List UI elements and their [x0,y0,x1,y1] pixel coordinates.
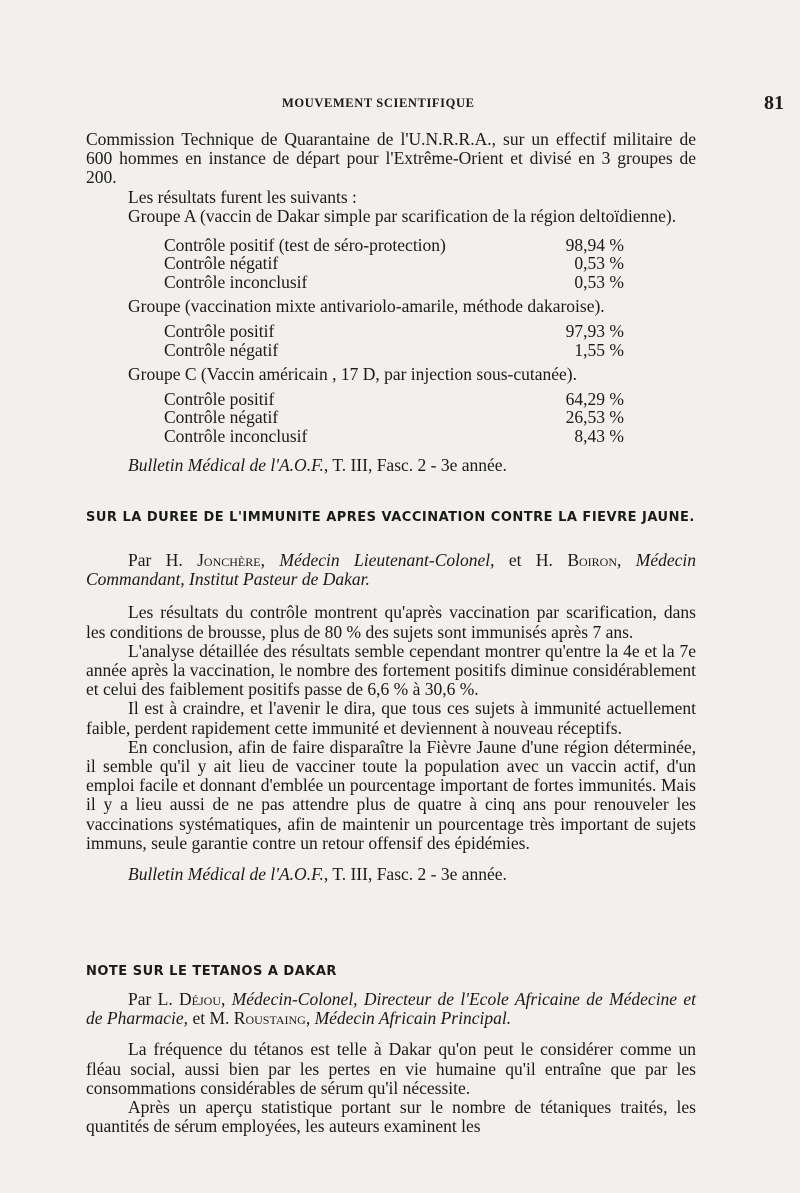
results-list [86,207,698,474]
result-label: Contrôle négatif [164,339,279,360]
intro-block [86,130,696,207]
result-row [86,427,698,446]
page-header [0,92,800,118]
result-label: Contrôle inconclusif [164,425,308,446]
author-title: Médecin-Colonel, Directeur de l'Ecole Africaine de Médecine et de Pharmacie, [86,989,697,1029]
body-paragraph: En conclusion, afin de faire disparaître la Fièvre Jaune d'une région déterminée, il semble qu'il y ait lieu de vacciner toute la population avec un vaccin actif, d'un emploi facile et donnant d'emblée un pourcentage important de fortes immunités. Mais il y a lieu aussi de ne pas attendre plus de quatre à cinq ans pour renouveler les vaccinations systématiques, afin de maintenir un pourcentage très important de sujets immuns, seule garantie contre un retour offensif des épidémies. [86,736,696,853]
result-label: Contrôle inconclusif [164,271,308,292]
journal-name: Bulletin Médical de l'A.O.F. [128,454,324,475]
body-paragraph: Les résultats du contrôle montrent qu'après vaccination par scarification, dans les conditions de brousse, plus de 80 % des sujets sont immunisés après 7 ans. [86,602,696,642]
result-row [86,390,698,409]
page-number: 81 [764,92,784,114]
result-row [86,254,698,273]
body-paragraph: Après un aperçu statistique portant sur le nombre de tétaniques traités, les quantités de sérum employées, les auteurs examinent les [86,1097,696,1137]
author-title: Médecin Commandant, Institut Pasteur de Dakar. [86,550,696,590]
result-row [86,341,698,360]
author-title: Médecin Africain Principal. [314,1008,512,1029]
section-title-tetanos: NOTE SUR LE TETANOS A DAKAR [86,964,337,979]
result-value: 64,29 % [565,388,624,409]
body-paragraph: La fréquence du tétanos est telle à Dakar qu'on peut le considérer comme un fléau social, aussi bien par les pertes en vie humaine qu'il entraîne que par les consommations considérables de sérum qu'il nécessite. [86,1039,696,1098]
author-title: Médecin Lieutenant-Colonel [279,550,491,570]
running-head: MOUVEMENT SCIENTIFIQUE [282,96,475,110]
author-name: Boiron [567,550,617,570]
author-name: Roustaing [233,1008,306,1029]
result-value: 97,93 % [565,320,624,341]
body-paragraph: L'analyse détaillée des résultats semble cependant montrer qu'entre la 4e et la 7e année après la vaccination, le nombre des fortement positifs diminue considérablement et celui des faiblement positifs passe de 6,6 % à 30,6 %. [86,640,696,700]
result-row [86,273,698,292]
journal-issue: , T. III, Fasc. 2 - 3e année. [323,864,507,885]
group-a-label: Groupe A (vaccin de Dakar simple par scarification de la région deltoïdienne). [128,206,677,226]
journal-issue: , T. III, Fasc. 2 - 3e année. [323,454,507,475]
result-value: 1,55 % [574,339,624,360]
intro-results-lead: Les résultats furent les suivants : [128,186,357,207]
result-label: Contrôle positif [164,388,275,409]
result-row [86,322,698,341]
author-name: Déjou [179,989,222,1009]
result-label: Contrôle positif (test de séro-protection) [164,234,446,255]
result-label: Contrôle positif [164,320,275,341]
section-title-immunite: SUR LA DUREE DE L'IMMUNITE APRES VACCINATION CONTRE LA FIEVRE JAUNE. [86,510,695,525]
group-b-label: Groupe (vaccination mixte antivariolo-amarile, méthode dakaroise). [128,296,605,317]
byline: Par L. Déjou, Médecin-Colonel, Directeur de l'Ecole Africaine de Médecine et de Pharmacie, et M. Roustaing, Médecin Africain Principal. [86,989,697,1029]
journal-name: Bulletin Médical de l'A.O.F. [128,864,324,885]
result-label: Contrôle négatif [164,407,279,428]
section-immunite-body [86,551,696,884]
intro-paragraph: Commission Technique de Quarantaine de l'U.N.R.R.A., sur un effectif militaire de 600 hommes en instance de départ pour l'Extrême-Orient et divisé en 3 groupes de 200. [86,129,696,188]
result-value: 26,53 % [565,407,624,428]
section-tetanos-body [86,990,696,1136]
result-row [86,408,698,427]
group-c-label: Groupe C (Vaccin américain , 17 D, par injection sous-cutanée). [128,364,578,385]
bulletin-reference [86,865,696,884]
author-name: Jonchère [197,550,261,570]
result-row [86,236,698,255]
result-value: 0,53 % [574,253,624,274]
result-value: 98,94 % [565,234,624,255]
result-value: 8,43 % [574,425,624,446]
result-label: Contrôle négatif [164,253,279,274]
body-paragraph: Il est à craindre, et l'avenir le dira, que tous ces sujets à immunité actuellement faible, perdent rapidement cette immunité et deviennent à nouveau réceptifs. [86,698,696,738]
byline: Par H. Jonchère, Médecin Lieutenant-Colonel, et H. Boiron, Médecin Commandant, Institut Pasteur de Dakar. [86,550,696,590]
result-value: 0,53 % [574,271,624,292]
bulletin-reference [86,456,698,475]
